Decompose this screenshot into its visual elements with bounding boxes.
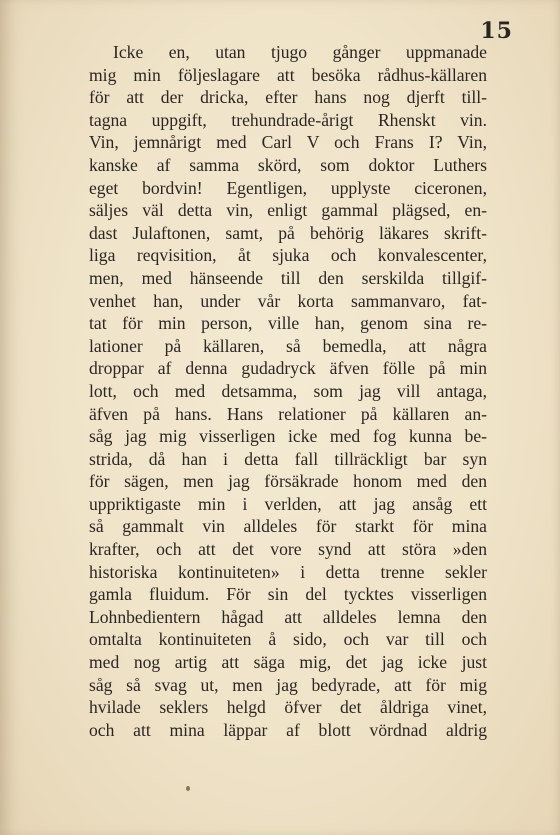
text-line: lationer på källaren, så bemedla, att några — [89, 335, 487, 356]
text-line: för sägen, men jag försäkrade honom med den — [89, 471, 487, 492]
text-line: så gammalt vin alldeles för starkt för mina — [89, 516, 487, 537]
text-line: Vin, jemnårigt med Carl V och Frans I? Vin, — [89, 132, 487, 153]
text-line: uppriktigaste min i verlden, att jag ansåg ett — [89, 493, 487, 514]
text-line: omtalta kontinuiteten å sido, och var till och — [89, 629, 487, 650]
text-line: dast Julaftonen, samt, på behörig läkares skrift- — [89, 222, 487, 243]
ink-blemish — [186, 786, 190, 791]
text-line: säljes väl detta vin, enligt gammal plägsed, en- — [89, 200, 487, 221]
text-line: äfven på hans. Hans relationer på källaren an- — [89, 403, 487, 424]
text-line: strida, då han i detta fall tillräckligt bar syn — [89, 448, 487, 469]
text-line: gamla fluidum. För sin del tycktes visserligen — [89, 584, 487, 605]
text-line: eget bordvin! Egentligen, upplyste ciceronen, — [89, 177, 487, 198]
body-text — [89, 41, 487, 741]
text-line: lott, och med detsamma, som jag vill antaga, — [89, 380, 487, 401]
text-line: droppar af denna gudadryck äfven fölle på min — [89, 358, 487, 379]
page-number: 15 — [480, 18, 513, 44]
text-line: historiska kontinuiteten» i detta trenne sekler — [89, 561, 487, 582]
text-line: såg så svag ut, men jag bedyrade, att för mig — [89, 674, 487, 695]
text-line: krafter, och att det vore synd att störa »den — [89, 539, 487, 560]
text-line: men, med hänseende till den serskilda tillgif- — [89, 267, 487, 288]
text-line: tagna uppgift, trehundrade-årigt Rhenskt vin. — [89, 109, 487, 130]
text-line: för att der dricka, efter hans nog djerft till- — [89, 87, 487, 108]
text-line: och att mina läppar af blott vördnad aldrig — [89, 719, 487, 740]
text-line: såg jag mig visserligen icke med fog kunna be- — [89, 426, 487, 447]
text-line: tat för min person, ville han, genom sina re- — [89, 313, 487, 334]
text-line: mig min följeslagare att besöka rådhus-källaren — [89, 64, 487, 85]
text-line: kanske af samma skörd, som doktor Luthers — [89, 154, 487, 175]
text-line: med nog artig att säga mig, det jag icke just — [89, 652, 487, 673]
text-line: hvilade seklers helgd öfver det åldriga vinet, — [89, 697, 487, 718]
text-line: Lohnbedientern hågad att alldeles lemna den — [89, 606, 487, 627]
text-line: venhet han, under vår korta sammanvaro, fat- — [89, 290, 487, 311]
text-line: Icke en, utan tjugo gånger uppmanade — [113, 42, 487, 62]
text-line: liga reqvisition, åt sjuka och konvalescenter, — [89, 245, 487, 266]
